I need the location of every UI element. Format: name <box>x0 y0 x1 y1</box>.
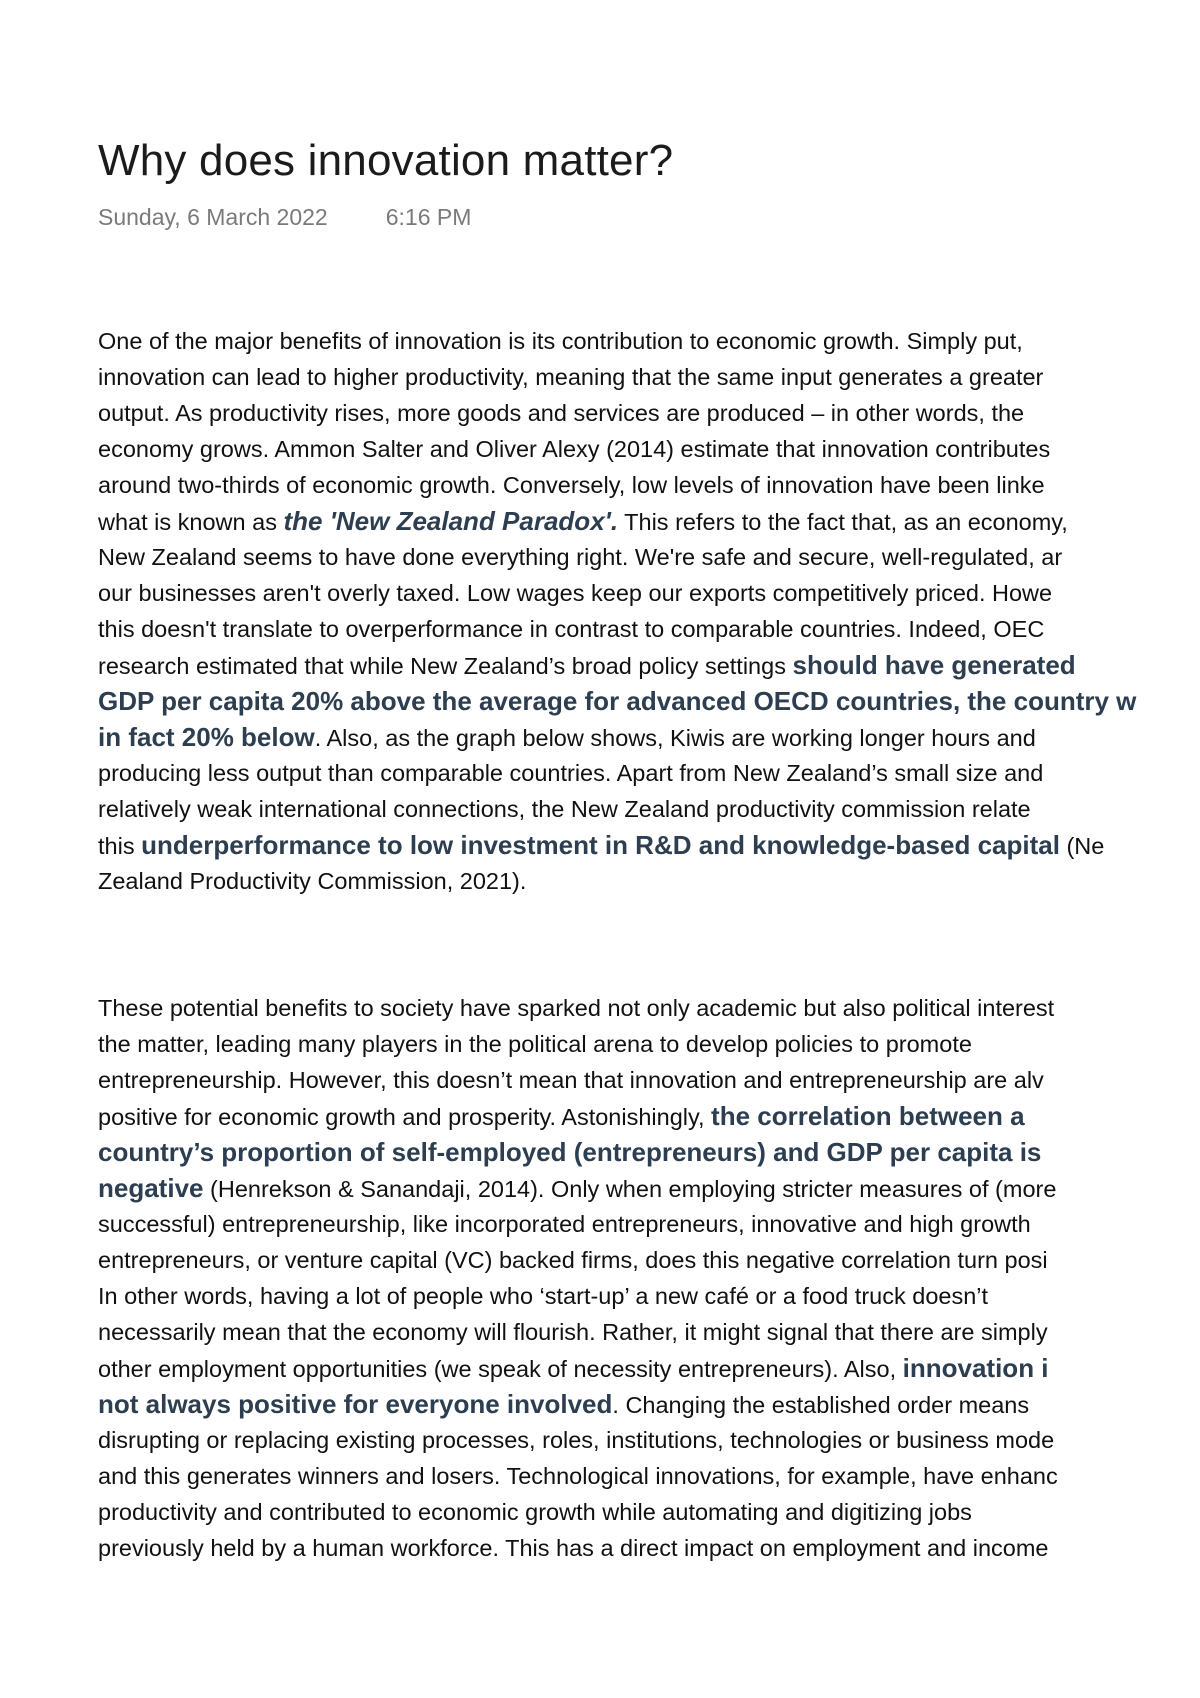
text-line: this doesn't translate to overperformance in contrast to comparable countries. Indeed, OEC <box>98 616 1045 642</box>
page-title: Why does innovation matter? <box>98 136 674 185</box>
text-line: around two-thirds of economic growth. Conversely, low levels of innovation have been linke <box>98 472 1045 498</box>
text-line: previously held by a human workforce. This has a direct impact on employment and income <box>98 1535 1049 1561</box>
highlight-not-always-positive: not always positive for everyone involved <box>98 1389 613 1419</box>
text-line: output. As productivity rises, more goods and services are produced – in other words, the <box>98 400 1025 426</box>
note-date: Sunday, 6 March 2022 <box>98 204 328 230</box>
text-line <box>98 1386 1200 1422</box>
highlight-gdp-line: GDP per capita 20% above the average for advanced OECD countries, the country w <box>98 686 1137 716</box>
text-line: relatively weak international connections, the New Zealand productivity commission relate <box>98 796 1031 822</box>
text-line: In other words, having a lot of people who ‘start-up’ a new café or a food truck doesn’t <box>98 1283 989 1309</box>
text-line: our businesses aren't overly taxed. Low wages keep our exports competitively priced. Howe <box>98 580 1053 606</box>
highlight-correlation-line: country’s proportion of self-employed (entrepreneurs) and GDP per capita is <box>98 1137 1042 1167</box>
text-run: (Henrekson & Sanandaji, 2014). Only when employing stricter measures of (more <box>203 1176 1057 1202</box>
text-line: productivity and contributed to economic growth while automating and digitizing jobs <box>98 1499 972 1525</box>
text-run: This refers to the fact that, as an economy, <box>618 509 1068 535</box>
text-line: These potential benefits to society have sparked not only academic but also political interest <box>98 995 1055 1021</box>
text-line: economy grows. Ammon Salter and Oliver Alexy (2014) estimate that innovation contributes <box>98 436 1051 462</box>
text-line <box>98 827 1200 863</box>
text-line: One of the major benefits of innovation is its contribution to economic growth. Simply put, <box>98 328 1023 354</box>
text-line: entrepreneurship. However, this doesn’t mean that innovation and entrepreneurship are alv <box>98 1067 1044 1093</box>
highlight-new-zealand-paradox: the 'New Zealand Paradox'. <box>283 506 619 536</box>
text-line <box>98 1170 1200 1206</box>
note-timestamp <box>98 204 471 231</box>
text-run: . Changing the established order means <box>612 1392 1030 1418</box>
text-line <box>98 719 1200 755</box>
text-line: New Zealand seems to have done everything right. We're safe and secure, well-regulated, ar <box>98 544 1063 570</box>
text-line <box>98 503 1200 539</box>
text-run: positive for economic growth and prosperity. Astonishingly, <box>98 1104 712 1130</box>
paragraph-economic-growth <box>98 323 1200 899</box>
text-line: producing less output than comparable countries. Apart from New Zealand’s small size and <box>98 760 1044 786</box>
text-line: the matter, leading many players in the political arena to develop policies to promote <box>98 1031 972 1057</box>
text-line <box>98 647 1200 683</box>
text-run: research estimated that while New Zealand’s broad policy settings <box>98 653 793 679</box>
paragraph-entrepreneurship <box>98 990 1200 1566</box>
text-line: disrupting or replacing existing processes, roles, institutions, technologies or business mode <box>98 1427 1055 1453</box>
note-time: 6:16 PM <box>385 204 472 230</box>
highlight-gdp-expectation: should have generated <box>792 650 1076 680</box>
highlight-innovation: innovation i <box>902 1353 1049 1383</box>
text-run: what is known as <box>98 509 284 535</box>
text-run: . Also, as the graph below shows, Kiwis are working longer hours and <box>314 725 1036 751</box>
highlight-negative: negative <box>98 1173 204 1203</box>
highlight-underperformance: underperformance to low investment in R&D and knowledge-based capital <box>141 830 1060 860</box>
text-line: necessarily mean that the economy will flourish. Rather, it might signal that there are simply <box>98 1319 1048 1345</box>
text-line: innovation can lead to higher productivity, meaning that the same input generates a greater <box>98 364 1044 390</box>
highlight-correlation: the correlation between a <box>711 1101 1025 1131</box>
text-line: Zealand Productivity Commission, 2021). <box>98 868 527 894</box>
text-line <box>98 1350 1200 1386</box>
highlight-gdp-below: in fact 20% below <box>98 722 315 752</box>
text-run: this <box>98 833 142 859</box>
text-line: entrepreneurs, or venture capital (VC) backed firms, does this negative correlation turn posi <box>98 1247 1048 1273</box>
text-run: other employment opportunities (we speak of necessity entrepreneurs). Also, <box>98 1356 903 1382</box>
text-line <box>98 1098 1200 1134</box>
text-run: (Ne <box>1059 833 1105 859</box>
text-line: and this generates winners and losers. Technological innovations, for example, have enhanc <box>98 1463 1058 1489</box>
text-line: successful) entrepreneurship, like incorporated entrepreneurs, innovative and high growth <box>98 1211 1031 1237</box>
